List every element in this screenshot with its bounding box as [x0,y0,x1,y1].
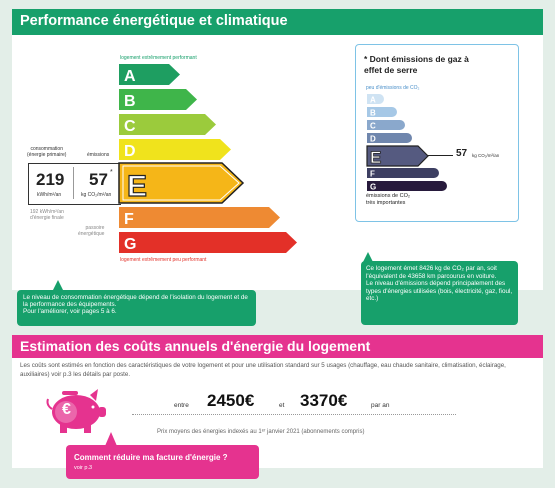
ghg-current-class-letter: E [370,148,382,167]
energy-class-bar-a [119,64,191,86]
emissions-unit: kg CO₂/m²/an [81,192,112,198]
ghg-note-text: Ce logement émet 8426 kg de CO₂ par an, soit l'équivalent de 43658 km parcourus en voiture. Le niveau d'émissions dépend principalement des types d'énergies utilisées (bois, électricité, gaz, fioul, etc.) [366,265,513,303]
cta-title: Comment réduire ma facture d'énergie ? [74,453,228,462]
consumption-unit: kWh/m²/an [37,192,62,198]
energy-class-bar-g [119,232,308,254]
cta-pointer [105,432,117,446]
ghg-class-bar-b [367,107,400,118]
energy-header [12,9,543,35]
euro-symbol: € [62,401,71,418]
ghg-class-letter-a: A [370,95,376,105]
consumption-label: consommation (énergie primaire) [27,146,67,158]
ghg-note [361,261,518,325]
prices-note: Prix moyens des énergies indexés au 1ᵉʳ janvier 2021 (abonnements compris) [157,429,365,435]
emissions-value: 57 [89,170,108,189]
cost-max: 3370€ [300,391,348,410]
energy-class-bar-f [119,207,291,229]
consumption-value: 219 [36,170,65,189]
ghg-class-letter-g: G [370,182,377,192]
ghg-class-letter-f: F [370,169,375,179]
energy-class-letter-f: F [124,211,134,228]
energy-class-letter-a: A [124,68,136,85]
piggy-bank-icon [38,385,108,435]
reduce-bill-link[interactable] [66,445,259,479]
cta-sub: voir p.3 [74,465,93,471]
energy-class-bar-c [119,114,227,136]
cost-header-title: Estimation des coûts annuels d'énergie du logement [20,338,371,354]
energy-class-letter-g: G [124,236,137,253]
ghg-current-class-bar [366,145,436,167]
energy-header-title: Performance énergétique et climatique [20,13,288,29]
cost-header [12,335,543,358]
value-divider [73,167,74,199]
energy-class-bar-b [119,89,208,111]
cost-description: Les coûts sont estimés en fonction des caractéristiques de votre logement et pour une utilisation standard sur 5 usages (chauffage, eau chaude sanitaire, climatisation, éclairage, auxiliaires) voir p.3 les détails par poste. [20,362,506,378]
ghg-unit: kg CO₂/m²/an [472,153,500,158]
ghg-bottom-label: émissions de CO₂ très importantes [366,193,411,206]
ghg-class-letter-d: D [370,134,376,144]
ghg-class-bar-a [367,94,387,105]
energy-class-letter-d: D [124,143,136,160]
ghg-top-label: peu d'émissions de CO₂ [366,85,420,91]
cost-min: 2450€ [207,391,255,410]
ghg-class-bar-d [367,133,415,144]
current-class-letter: E [127,170,148,203]
ghg-class-letter-c: C [370,121,376,131]
energy-note-text: Le niveau de consommation énergétique dépend de l'isolation du logement et de la performance des équipements. Pour l'améliorer, voir pages 5 à 6. [23,294,248,316]
passive-label: passoire énergétique [78,225,105,237]
ghg-class-bar-c [367,120,408,131]
energy-class-letter-b: B [124,93,136,110]
energy-note [17,290,256,326]
cost-divider [132,414,456,415]
emissions-label: émissions [87,152,110,158]
energy-class-letter-c: C [124,118,136,135]
ghg-title: * Dont émissions de gaz à effet de serre [364,54,469,75]
ghg-class-letter-b: B [370,108,376,118]
energy-top-label: logement extrêmement performant [120,55,197,61]
final-energy: 192 kWh/m²/an d'énergie finale [30,209,64,221]
emissions-star: * [110,169,113,176]
cost-and: et [279,402,285,409]
energy-class-bar-d [119,139,242,161]
energy-bottom-label: logement extrêmement peu performant [120,257,207,263]
ghg-class-bar-g [367,181,450,192]
ghg-value: 57 [456,148,468,159]
ghg-value-connector [428,155,453,156]
current-class-arrow [118,162,248,204]
ghg-class-bar-f [367,168,442,179]
cost-between: entre [174,402,189,409]
cost-per-year: par an [371,402,390,409]
